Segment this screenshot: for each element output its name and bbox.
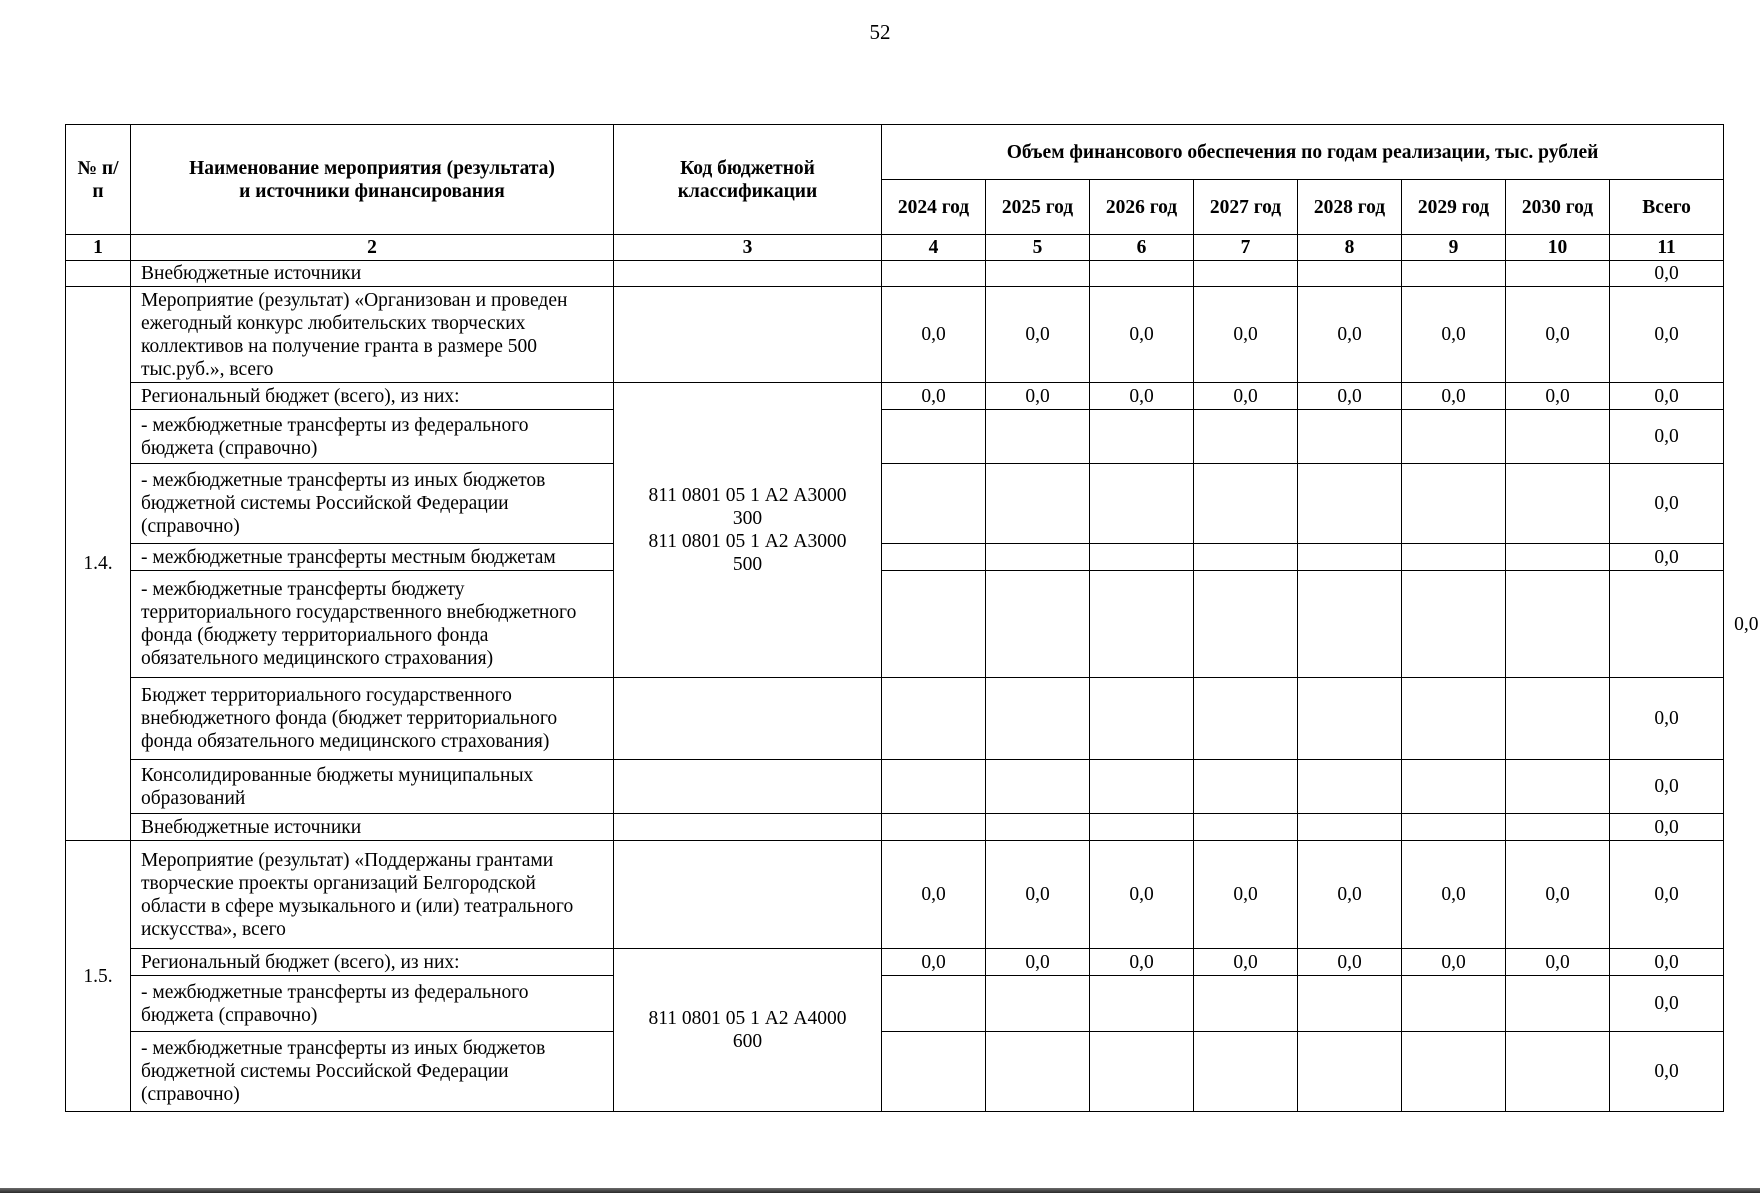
value-cell (1298, 464, 1402, 544)
table-row (66, 949, 1724, 976)
value-cell (1090, 410, 1194, 464)
value-cell (986, 760, 1090, 814)
value-cell (1402, 464, 1506, 544)
table-row (66, 410, 1724, 464)
value-cell (882, 678, 986, 760)
table-row (66, 841, 1724, 949)
column-number: 6 (1090, 235, 1194, 261)
value-cell (1402, 760, 1506, 814)
header-name: Наименование мероприятия (результата) и источники финансирования (131, 125, 614, 235)
header-year: 2026 год (1090, 180, 1194, 235)
row-name: Бюджет территориального государственного внебюджетного фонда (бюджет территориального фонда обязательного медицинского страхования) (131, 678, 614, 760)
value-cell (1402, 976, 1506, 1032)
total-cell: 0,0 (1610, 678, 1724, 760)
value-cell: 0,0 (1506, 383, 1610, 410)
row-name: Региональный бюджет (всего), из них: (131, 383, 614, 410)
column-number: 4 (882, 235, 986, 261)
value-cell: 0,0 (1298, 287, 1402, 383)
value-cell (1090, 544, 1194, 571)
table-row (66, 261, 1724, 287)
value-cell: 0,0 (986, 287, 1090, 383)
column-number: 8 (1298, 235, 1402, 261)
value-cell (1298, 261, 1402, 287)
column-number: 10 (1506, 235, 1610, 261)
code-cell (614, 841, 882, 949)
value-cell (1090, 814, 1194, 841)
value-cell (1194, 1032, 1298, 1112)
value-cell (1090, 571, 1194, 678)
row-name: Мероприятие (результат) «Организован и проведен ежегодный конкурс любительских творческих коллективов на получение гранта в размере 500 тыс.руб.», всего (131, 287, 614, 383)
value-cell: 0,0 (1090, 841, 1194, 949)
table-row (66, 383, 1724, 410)
value-cell (1298, 410, 1402, 464)
value-cell (1402, 544, 1506, 571)
value-cell: 0,0 (1194, 949, 1298, 976)
value-cell: 0,0 (1090, 287, 1194, 383)
total-cell: 0,0 (1610, 544, 1724, 571)
column-number: 5 (986, 235, 1090, 261)
page-number: 52 (869, 20, 891, 44)
value-cell: 0,0 (986, 841, 1090, 949)
total-cell: 0,0 (1610, 760, 1724, 814)
table-row (66, 678, 1724, 760)
value-cell (1298, 678, 1402, 760)
column-number: 1 (66, 235, 131, 261)
value-cell (1298, 976, 1402, 1032)
group-number: 1.4. (66, 287, 131, 841)
header-year: 2029 год (1402, 180, 1506, 235)
row-name: - межбюджетные трансферты из федерального бюджета (справочно) (131, 976, 614, 1032)
column-number: 3 (614, 235, 882, 261)
budget-code-cell: 811 0801 05 1 А2 А4000 600 (614, 949, 882, 1112)
value-cell (1090, 464, 1194, 544)
column-number: 11 (1610, 235, 1724, 261)
value-cell: 0,0 (1402, 383, 1506, 410)
value-cell: 0,0 (882, 841, 986, 949)
value-cell (1298, 571, 1402, 678)
total-cell: 0,0 (1610, 976, 1724, 1032)
total-cell: 0,0 (1610, 261, 1724, 287)
value-cell (1090, 261, 1194, 287)
table-row (66, 287, 1724, 383)
value-cell (1194, 760, 1298, 814)
value-cell (1194, 410, 1298, 464)
row-name: - межбюджетные трансферты из федерального бюджета (справочно) (131, 410, 614, 464)
header-volume: Объем финансового обеспечения по годам реализации, тыс. рублей (882, 125, 1724, 180)
value-cell (1402, 261, 1506, 287)
row-name: Консолидированные бюджеты муниципальных образований (131, 760, 614, 814)
value-cell (1194, 814, 1298, 841)
value-cell (1402, 410, 1506, 464)
header-total: Всего (1610, 180, 1724, 235)
value-cell (1298, 760, 1402, 814)
value-cell: 0,0 (1402, 841, 1506, 949)
header-code: Код бюджетной классификации (614, 125, 882, 235)
value-cell (1194, 544, 1298, 571)
value-cell (1194, 464, 1298, 544)
table-row: - межбюджетные трансферты бюджету территориального государственного внебюджетного фонда (бюджету территориального фонда обязательного медицинского страхования) 0,0 (66, 571, 1724, 678)
scan-edge-line (0, 1188, 1760, 1193)
code-cell (614, 287, 882, 383)
value-cell (1402, 814, 1506, 841)
value-cell (1506, 261, 1610, 287)
value-cell: 0,0 (986, 949, 1090, 976)
total-cell: 0,0 (1610, 814, 1724, 841)
row-name: Внебюджетные источники (131, 261, 614, 287)
row-name: Мероприятие (результат) «Поддержаны грантами творческие проекты организаций Белгородской области в сфере музыкального и (или) театрального искусства», всего (131, 841, 614, 949)
value-cell (986, 571, 1090, 678)
column-numbers-row (66, 235, 1724, 261)
row-name: Региональный бюджет (всего), из них: (131, 949, 614, 976)
row-name: Внебюджетные источники (131, 814, 614, 841)
code-cell (614, 261, 882, 287)
value-cell (882, 814, 986, 841)
value-cell: 0,0 (882, 287, 986, 383)
value-cell (1194, 678, 1298, 760)
value-cell (986, 261, 1090, 287)
value-cell (882, 410, 986, 464)
table-row (66, 1032, 1724, 1112)
value-cell (986, 976, 1090, 1032)
total-cell: 0,0 (1610, 383, 1724, 410)
value-cell (882, 976, 986, 1032)
value-cell (986, 544, 1090, 571)
value-cell: 0,0 (1194, 383, 1298, 410)
value-cell: 0,0 (1298, 949, 1402, 976)
value-cell (986, 814, 1090, 841)
value-cell (986, 410, 1090, 464)
value-cell (1506, 464, 1610, 544)
value-cell (1506, 976, 1610, 1032)
value-cell (1402, 571, 1506, 678)
value-cell (1298, 1032, 1402, 1112)
row-number-cell (66, 261, 131, 287)
value-cell (1090, 976, 1194, 1032)
value-cell (1298, 814, 1402, 841)
code-cell (614, 678, 882, 760)
row-name: - межбюджетные трансферты из иных бюджетов бюджетной системы Российской Федерации (справочно) (131, 464, 614, 544)
value-cell (986, 678, 1090, 760)
table-row (66, 760, 1724, 814)
value-cell (1506, 678, 1610, 760)
value-cell (882, 464, 986, 544)
budget-code-cell: 811 0801 05 1 А2 А3000 300 811 0801 05 1 А2 А3000 500 (614, 383, 882, 678)
value-cell: 0,0 (1506, 841, 1610, 949)
header-year: 2028 год (1298, 180, 1402, 235)
value-cell: 0,0 (1090, 383, 1194, 410)
row-name: - межбюджетные трансферты местным бюджетам (131, 544, 614, 571)
value-cell (882, 760, 986, 814)
value-cell (1090, 760, 1194, 814)
value-cell: 0,0 (1090, 949, 1194, 976)
value-cell: 0,0 (1194, 287, 1298, 383)
column-number: 2 (131, 235, 614, 261)
value-cell (1610, 571, 1724, 678)
table-row (66, 814, 1724, 841)
budget-table (65, 124, 1759, 1112)
header-year: 2024 год (882, 180, 986, 235)
value-cell (1402, 1032, 1506, 1112)
total-cell: 0,0 (1610, 464, 1724, 544)
total-cell: 0,0 (1610, 841, 1724, 949)
value-cell (986, 464, 1090, 544)
column-number: 9 (1402, 235, 1506, 261)
value-cell: 0,0 (1402, 949, 1506, 976)
value-cell (1298, 544, 1402, 571)
group-number: 1.5. (66, 841, 131, 1112)
value-cell (882, 544, 986, 571)
value-cell (986, 1032, 1090, 1112)
value-cell: 0,0 (986, 383, 1090, 410)
total-cell: 0,0 (1610, 287, 1724, 383)
value-cell: 0,0 (1506, 287, 1610, 383)
value-cell (1090, 1032, 1194, 1112)
value-cell (882, 261, 986, 287)
value-cell: 0,0 (1298, 383, 1402, 410)
value-cell (882, 1032, 986, 1112)
row-name: - межбюджетные трансферты из иных бюджетов бюджетной системы Российской Федерации (справочно) (131, 1032, 614, 1112)
value-cell (1506, 410, 1610, 464)
row-name: - межбюджетные трансферты бюджету территориального государственного внебюджетного фонда (бюджету территориального фонда обязательного медицинского страхования) (131, 571, 614, 678)
code-cell (614, 814, 882, 841)
table-row (66, 464, 1724, 544)
value-cell (1506, 571, 1610, 678)
code-cell (614, 760, 882, 814)
value-cell (1194, 261, 1298, 287)
header-year: 2030 год (1506, 180, 1610, 235)
total-cell: 0,0 (1610, 410, 1724, 464)
header-num: № п/п (66, 125, 131, 235)
column-number: 7 (1194, 235, 1298, 261)
value-cell: 0,0 (1402, 287, 1506, 383)
value-cell (1194, 976, 1298, 1032)
value-cell (1194, 571, 1298, 678)
value-cell (1506, 760, 1610, 814)
header-year: 2027 год (1194, 180, 1298, 235)
value-cell (1506, 814, 1610, 841)
value-cell (1402, 678, 1506, 760)
value-cell: 0,0 (1506, 949, 1610, 976)
value-cell: 0,0 (882, 949, 986, 976)
value-cell (1090, 678, 1194, 760)
value-cell: 0,0 (1194, 841, 1298, 949)
value-cell: 0,0 (882, 383, 986, 410)
total-cell: 0,0 (1610, 1032, 1724, 1112)
value-cell (1506, 1032, 1610, 1112)
table-row (66, 544, 1724, 571)
code-cell (882, 571, 986, 678)
table-row (66, 976, 1724, 1032)
value-cell: 0,0 (1298, 841, 1402, 949)
header-year: 2025 год (986, 180, 1090, 235)
value-cell (1506, 544, 1610, 571)
total-cell: 0,0 (1610, 949, 1724, 976)
